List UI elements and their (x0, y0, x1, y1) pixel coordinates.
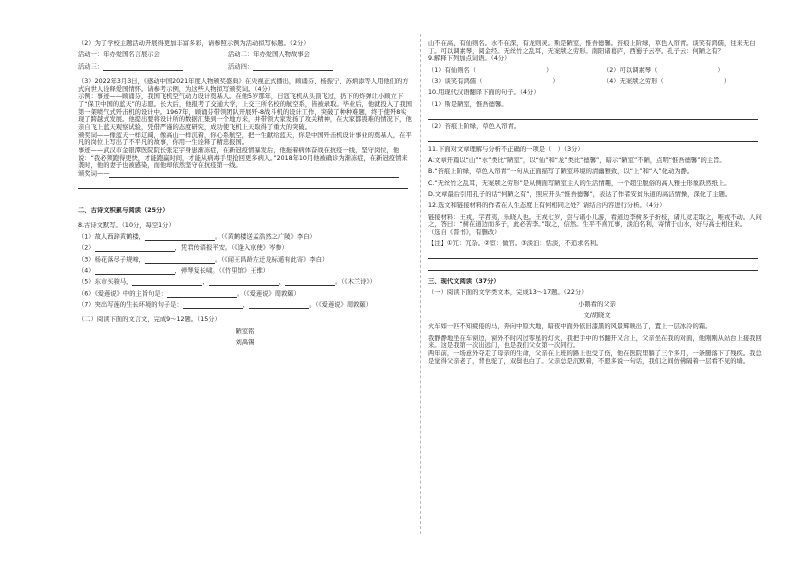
story-author: 文/胡晓文 (583, 311, 611, 319)
p4-pre: （4） (78, 267, 95, 275)
p7-blank-a[interactable] (183, 301, 243, 309)
p5-blank-c[interactable] (285, 278, 335, 286)
right-column (428, 40, 766, 365)
p2-pre: （2） (78, 244, 95, 252)
q10-1-answer (428, 112, 766, 123)
q9-title: 9.解释下列加点词语。（4分） (428, 55, 511, 63)
q10-1-blank[interactable] (428, 112, 758, 120)
story-p3: 两年前，一场意外夺走了母亲的生命，父亲在上班的路上也受了伤，他在医院里躺了三个多月，一条腿落下了残疾。我总是觉得父亲老了，背也驼了，双鬓也白了。父亲总是沉默着，不愿多说一句话，我们之间仿佛隔着一层看不见的墙。 (428, 349, 762, 365)
q10-2: （2）苔痕上阶绿，草色入帘青。 (428, 123, 521, 131)
act1-label: 活动一： (78, 51, 104, 59)
section2-title: 二、古诗文积累与阅读（25分） (78, 206, 169, 214)
q10-title: 10.用现代汉语翻译下面的句子。（4分） (428, 89, 540, 97)
link-material: 链接材料：王戎，字君夷，乐晓人也。王戎七岁，尝与诸小儿游，看道边李树多子折枝，诸儿竞走取之，唯戎不动。人问之，答曰：“树在道边而多子，此必苦李。”取之，信然。生平不喜冗事，淡泊名利，寄情于山水，好与高士相往来。 (428, 213, 762, 229)
award-line-2 (78, 181, 412, 192)
p3-src: 。（《闻王昌龄左迁龙标遥有此寄》李白） (214, 256, 329, 264)
q9-4: （4）无案牍之劳形（ (603, 77, 664, 85)
activity-row-2 (78, 63, 412, 74)
q11-title: 11.下面对文章理解与分析不正确的一项是（ ）（3分） (428, 145, 584, 153)
q11-c: C.“无丝竹之乱耳，无案牍之劳形”是从侧面写陋室主人的生活情趣，一个超尘脱俗的高人雅士形象跃然纸上。 (428, 179, 731, 187)
p5-pre: （5）东市买骏马， (78, 278, 133, 286)
award-label: 颁奖词—— (78, 170, 110, 178)
poem-7: （7）突出写莲的生长环境的句子是： ， 。（《爱莲说》周敦颐） (78, 301, 373, 309)
act4-label: 活动四： (228, 62, 254, 70)
poem-5: （5）东市买骏马， ， ， 。（《木兰诗》） (78, 278, 376, 286)
reading-intro: （二）阅读下面的文言文，完成9～12题。（15分） (78, 316, 221, 324)
p4-blank[interactable] (95, 267, 175, 275)
passage-author: 刘禹锡 (235, 338, 255, 346)
q9-1-close: ） (546, 66, 553, 74)
q9-row-1 (428, 67, 766, 78)
story-p1: 火车如一匹不知疲倦的马，奔向中原大地，暗夜中面外依旧漆黑的风景辉映出了，置上一层冰冷的霜。 (428, 323, 712, 331)
poem-6 (78, 290, 412, 301)
p7-blank-b[interactable] (249, 301, 309, 309)
column-divider (420, 34, 421, 534)
example-text: 示例：事迹——顾诵芬，我国飞机空气动力设计奠基人。在他5岁那年，日寇飞机从头顶飞过，扔下的炸弹让小顾立下了“保卫中国的蓝天”的志愿。长大后，他报考了交通大学，上交三所名校的航空系，皆被录取。毕业后，他就投入了我国第一架喷气式歼击机的设计中。1967年，顾诵芬带领团队开展歼-8战斗机的设计工作，突破了种种难题，终于使歼8实现了跨越式发展。他提出要将设计所的数据汇集到一个地方来，并带领大家发扬了攻关精神，在大家都畏难的情况下，他亲自飞上蓝天观察试验，凭借严谨的态度研究，成功使飞机上天取得了重大的突破。 (78, 93, 412, 131)
act2-label: 活动二： (228, 51, 254, 59)
p7-src: 。（《爱莲说》周敦颐） (309, 301, 373, 309)
act4 (228, 63, 333, 71)
q9-4-group (603, 78, 730, 86)
q12-blank-2[interactable] (428, 263, 758, 271)
q9-3-close: ） (552, 77, 559, 85)
p5-blank-b[interactable] (209, 278, 279, 286)
activity-row-1 (78, 51, 412, 62)
q9-1: （1）有仙则名（ (428, 66, 477, 74)
q9-2-close: ） (717, 66, 724, 74)
q11-d: D.文章最后引用孔子的话“何陋之有”，照应开头“惟吾德馨”，表达了作者安贫乐道的高洁情操，深化了主题。 (428, 190, 732, 198)
note: 【注】①冗：冗杂。②宦：做官。③淡泊：恬淡，不追求名利。 (428, 240, 603, 248)
q12-title: 12.选文和链接材料的作者在人生态度上有何相同之处？请结合内容进行分析。（4分） (428, 202, 666, 210)
story-title: 小鹅看的父亲 (578, 300, 616, 308)
p1-src: 。（《黄鹤楼送孟浩然之广陵》李白） (214, 233, 316, 241)
p1-blank[interactable] (145, 233, 215, 241)
part1-intro: （一）阅读下面的文学类文本，完成13～17题。（22分） (428, 289, 588, 297)
award-line (78, 170, 412, 181)
passage-text: 山不在高，有仙则名。水不在深，有龙则灵。斯是陋室，惟吾德馨。苔痕上阶绿，草色入帘青。谈笑有鸿儒，往来无白丁。可以调素琴，阅金经。无丝竹之乱耳，无案牍之劳形。南阳诸葛庐，西蜀子云亭。孔子云：何陋之有？ (428, 40, 756, 55)
q10-2-blank[interactable] (428, 134, 758, 142)
p6-blank[interactable] (167, 290, 237, 298)
poem-4 (78, 267, 412, 278)
act3-blank[interactable] (103, 63, 183, 71)
q9-row-2 (428, 78, 766, 89)
passage-title: 陋室铭 (235, 327, 255, 335)
act2 (228, 51, 310, 59)
act4-blank[interactable] (253, 63, 333, 71)
act1-value: 年办爱国名言展示会 (103, 51, 160, 59)
p5-src: 。（《木兰诗》） (334, 278, 376, 286)
award-blank[interactable] (109, 170, 399, 178)
p7-pre: （7）突出写莲的生长环境的句子是： (78, 301, 183, 309)
q12-answer-2 (428, 263, 766, 274)
q11-b: B.“苔痕上阶绿，草色入帘青”一句从正面描写了陋室环境的清幽雅致，以“上”和“入”化动为静。 (428, 168, 694, 176)
p5-blank-a[interactable] (132, 278, 202, 286)
p3-pre: （3）杨花落尽子规啼， (78, 256, 145, 264)
poem-1 (78, 233, 412, 244)
q9-3: （3）谈笑有鸿儒（ (428, 77, 483, 85)
q9-2-group (603, 67, 724, 75)
q10-1: （1）斯是陋室，惟吾德馨。 (428, 100, 508, 108)
award-blank-2[interactable] (78, 181, 408, 189)
p4-mid: ，弹琴复长啸。（《竹里馆》王维） (174, 267, 270, 275)
p2-blank[interactable] (95, 244, 175, 252)
poem-2 (78, 244, 412, 255)
q12-blank-1[interactable] (428, 251, 758, 259)
q3-text: （3）2022年3月3日，《感动中国2021年度人物颁奖盛典》在央视正式播出，顾诵芬、杨振宁、苏炳添等人用他们的方式向世人诠释爱国情怀。请参考示例，为这些人物拟写颁奖词。（4分） (78, 77, 409, 93)
p2-mid: ，凭君传语报平安。（《逢入京使》岑参） (174, 244, 288, 252)
p6-src: 。（《爱莲说》周敦颐） (237, 289, 300, 297)
event2-text: 事迹——武汉市金银潭医院院长张定宇身患渐冻症，在新冠疫情暴发后，他拖着病体奋战在抗疫一线，坚守岗位，他说：“我必须跑得更快，才能跑赢时间，才能从病毒手里抢回更多病人。”2018年10月他被确诊为渐冻症，在新冠疫情来袭时，他的妻子也被感染，而他却依然坚守在抗疫第一线。 (78, 146, 408, 170)
story-p2: 我静静地坐在车窗边，窗外不时闪过零星的灯火，我把手中的书翻开又合上，父亲坐在我的对面，他刚刚从站台上接我回来。这是我第一次出远门，也是我们父女第一次同行。 (428, 334, 762, 350)
left-column (78, 40, 412, 350)
award-example: 颁奖词——像蓝天一样辽阔，像高山一样沉着，你心系航空，把一生献给蓝天，你是中国歼击机设计事业的奠基人，在平凡的岗位上写出了不平凡的故事，你用一生诠释了精忠报国。 (78, 131, 412, 147)
p3-blank[interactable] (145, 256, 215, 264)
poem-3 (78, 256, 412, 267)
act3-label: 活动三： (78, 62, 104, 70)
p1-pre: （1）故人西辞黄鹤楼， (78, 233, 145, 241)
q9-4-close: ） (723, 77, 730, 85)
q10-2-answer (428, 134, 766, 145)
q12-answer-1 (428, 251, 766, 262)
p6-pre: （6）《爱莲说》中的主旨句是： (78, 289, 168, 297)
q11-a: A.文章开篇以“山”“水”类比“陋室”，以“仙”和“龙”类比“德馨”，暗示“陋室”不陋，点明“惟吾德馨”的主旨。 (428, 157, 726, 165)
q8-title: 8.古诗文默写。（10分，每空1分） (78, 221, 175, 229)
q9-2: （2）可以调素琴（ (603, 66, 658, 74)
section3-title: 三、现代文阅读（37分） (428, 278, 500, 286)
q2-intro: （2）为了学校主题活动开展得更加丰富多彩，请参照示例为活动拟写标题。（2分） (78, 40, 310, 47)
link-source: （选自《晋书》，有删改） (428, 228, 501, 236)
act2-value: 年办爱国人物故事会 (253, 51, 310, 59)
